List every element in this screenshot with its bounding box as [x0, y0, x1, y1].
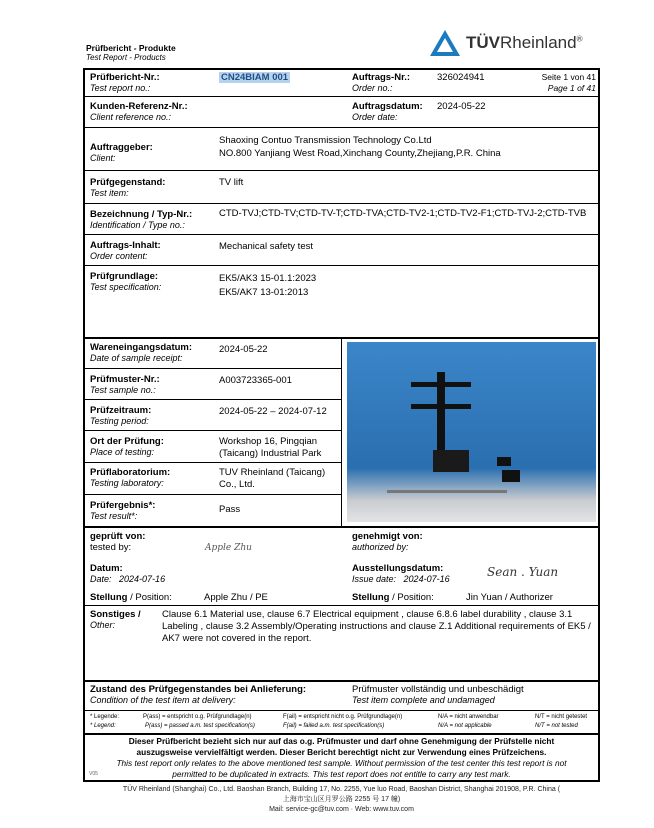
result-value: Pass	[219, 504, 241, 515]
client-ref-label-en: Client reference no.:	[90, 112, 172, 122]
disclaimer-de-2: auszugsweise vervielfältigt werden. Dieser Bericht berechtigt nicht zur Verwendung eines Prüfzeichens.	[136, 747, 547, 757]
authorized-position-label-en: / Position:	[392, 592, 434, 603]
disclaimer-en-1: This test report only relates to the above mentioned test sample. Without permission of the test center this test report is not	[116, 758, 567, 768]
legend-en-pass: P(ass) = passed a.m. test specification(s)	[145, 723, 255, 729]
test-item-value: TV lift	[219, 177, 244, 188]
place-2: (Taicang) Industrial Park	[219, 448, 322, 459]
report-no-label-en: Test report no.:	[90, 83, 151, 93]
other-value: Clause 6.1 Material use, clause 6.7 Electrical equipment , clause 6.8.6 label durability , clause 3.1 Labeling , clause 3.2 Assembly/Operating instructions and clause Z.1 Additional requirements of EK5 / AK7 were not covered in the report.	[162, 609, 591, 644]
order-content-value: Mechanical safety test	[219, 241, 313, 252]
client-ref-label: Kunden-Referenz-Nr.:	[90, 101, 188, 112]
lab-1: TUV Rheinland (Taicang)	[219, 467, 326, 478]
legend-de-na: N/A = nicht anwendbar	[438, 714, 499, 720]
disclaimer	[85, 736, 598, 780]
place-label: Ort der Prüfung:	[90, 436, 164, 447]
test-spec-2: EK5/AK7 13-01:2013	[219, 287, 309, 298]
condition-label: Zustand des Prüfgegenstandes bei Anlieferung:	[90, 684, 307, 695]
order-content-label-en: Order content:	[90, 251, 148, 261]
disclaimer-en-2: permitted to be duplicated in extracts. This test report does not entitle to carry any test mark.	[172, 769, 511, 779]
receipt-label-en: Date of sample receipt:	[90, 353, 183, 363]
tuv-triangle-icon	[428, 28, 462, 58]
tested-date-value: 2024-07-16	[119, 574, 166, 584]
issue-date-label-en: Issue date:	[352, 574, 397, 584]
tuv-logo	[428, 28, 462, 63]
page-de: Seite 1 von 41	[541, 72, 596, 82]
authorized-by-label: genehmigt von:	[352, 531, 423, 542]
sample-no-value: A003723365-001	[219, 375, 292, 386]
identification-label-en: Identification / Type no.:	[90, 220, 185, 230]
tested-by-label-en: tested by:	[90, 542, 132, 553]
period-value: 2024-05-22 – 2024-07-12	[219, 406, 327, 417]
sample-no-label: Prüfmuster-Nr.:	[90, 374, 160, 385]
condition-value-en: Test item complete and undamaged	[352, 695, 495, 705]
footer-address: TÜV Rheinland (Shanghai) Co., Ltd. Baoshan Branch, Building 17, No. 2255, Yue luo Road, Baoshan District, Shanghai 201908, P.R. China (	[122, 786, 561, 793]
order-content-label: Auftrags-Inhalt:	[90, 240, 161, 251]
version-label: V05	[89, 771, 98, 777]
legend-de-title: * Legende:	[90, 714, 120, 720]
legend-de-nt: N/T = nicht getestet	[535, 714, 588, 720]
period-label: Prüfzeitraum:	[90, 405, 152, 416]
identification-value: CTD-TVJ;CTD-TV;CTD-TV-T;CTD-TVA;CTD-TV2-1;CTD-TV2-F1;CTD-TVJ-2;CTD-TVB	[219, 208, 587, 219]
legend-en-fail: F(ail) = failed a.m. test specification(s)	[283, 723, 385, 729]
footer-address-cn: 上海市宝山区月罗公路 2255 号 17 幢)	[282, 796, 401, 803]
report-no-value: CN24BIAM 001	[221, 72, 289, 83]
tested-date-label: Datum:	[90, 563, 123, 574]
authorized-by-signature: Sean . Yuan	[487, 565, 559, 579]
receipt-label: Wareneingangsdatum:	[90, 342, 193, 353]
tested-date-label-en: Date:	[90, 574, 112, 584]
other-label: Sonstiges /	[90, 609, 141, 620]
test-spec-label-en: Test specification:	[90, 282, 162, 292]
legend	[90, 713, 595, 731]
test-spec-label: Prüfgrundlage:	[90, 271, 159, 282]
lab-2: Co., Ltd.	[219, 479, 255, 490]
test-spec-1: EK5/AK3 15-01.1:2023	[219, 273, 317, 284]
tested-position-value: Apple Zhu / PE	[204, 592, 268, 603]
identification-label: Bezeichnung / Typ-Nr.:	[90, 209, 193, 220]
sample-photo	[347, 342, 596, 522]
result-label: Prüfergebnis*:	[90, 500, 156, 511]
legend-en-title: * Legend:	[90, 723, 116, 729]
order-no-label: Auftrags-Nr.:	[352, 72, 411, 83]
legend-de-pass: P(ass) = entspricht o.g. Prüfgrundlage(n)	[143, 714, 252, 720]
authorized-position-label: Stellung	[352, 592, 390, 603]
footer	[83, 785, 600, 815]
tested-position-label-en: / Position:	[130, 592, 172, 603]
disclaimer-de-1: Dieser Prüfbericht bezieht sich nur auf das o.g. Prüfmuster und darf ohne Genehmigung der Prüfstelle nicht	[128, 736, 555, 746]
condition-value-de: Prüfmuster vollständig und unbeschädigt	[352, 684, 524, 695]
place-label-en: Place of testing:	[90, 447, 155, 457]
report-no-label: Prüfbericht-Nr.:	[90, 72, 160, 83]
authorized-position-value: Jin Yuan / Authorizer	[466, 592, 553, 603]
order-date-value: 2024-05-22	[437, 101, 486, 112]
client-label-en: Client:	[90, 153, 116, 163]
tuv-logo-text: TÜVRheinland®	[466, 33, 583, 52]
order-no-value: 326024941	[437, 72, 485, 83]
place-1: Workshop 16, Pingqian	[219, 436, 318, 447]
tested-position-label: Stellung	[90, 592, 128, 603]
issue-date-value: 2024-07-16	[403, 574, 450, 584]
client-label: Auftraggeber:	[90, 142, 153, 153]
legend-de-fail: F(ail) = entspricht nicht o.g. Prüfgrundlage(n)	[283, 714, 403, 720]
client-name: Shaoxing Contuo Transmission Technology Co.Ltd	[219, 135, 432, 146]
condition-label-en: Condition of the test item at delivery:	[90, 695, 236, 705]
period-label-en: Testing period:	[90, 416, 149, 426]
footer-contact: Mail: service-gc@tuv.com · Web: www.tuv.com	[269, 806, 414, 813]
issue-date-label: Ausstellungsdatum:	[352, 563, 444, 574]
doc-title-de: Prüfbericht - Produkte	[86, 43, 176, 53]
sample-no-label-en: Test sample no.:	[90, 385, 156, 395]
doc-title-en: Test Report - Products	[86, 53, 166, 62]
legend-en-na: N/A = not applicable	[438, 723, 492, 729]
tested-by-signature: Apple Zhu	[205, 543, 252, 553]
page-en: Page 1 of 41	[547, 83, 596, 93]
legend-en-nt: N/T = not tested	[535, 723, 578, 729]
test-item-label-en: Test item:	[90, 188, 129, 198]
client-address: NO.800 Yanjiang West Road,Xinchang County,Zhejiang,P.R. China	[219, 148, 501, 159]
order-date-label: Auftragsdatum:	[352, 101, 423, 112]
lab-label: Prüflaboratorium:	[90, 467, 171, 478]
authorized-by-label-en: authorized by:	[352, 542, 409, 552]
other-label-en: Other:	[90, 620, 116, 630]
result-label-en: Test result*:	[90, 511, 138, 521]
order-no-label-en: Order no.:	[352, 83, 393, 93]
tested-by-label: geprüft von:	[90, 531, 146, 542]
order-date-label-en: Order date:	[352, 112, 398, 122]
lab-label-en: Testing laboratory:	[90, 478, 164, 488]
test-item-label: Prüfgegenstand:	[90, 177, 166, 188]
receipt-value: 2024-05-22	[219, 344, 268, 355]
